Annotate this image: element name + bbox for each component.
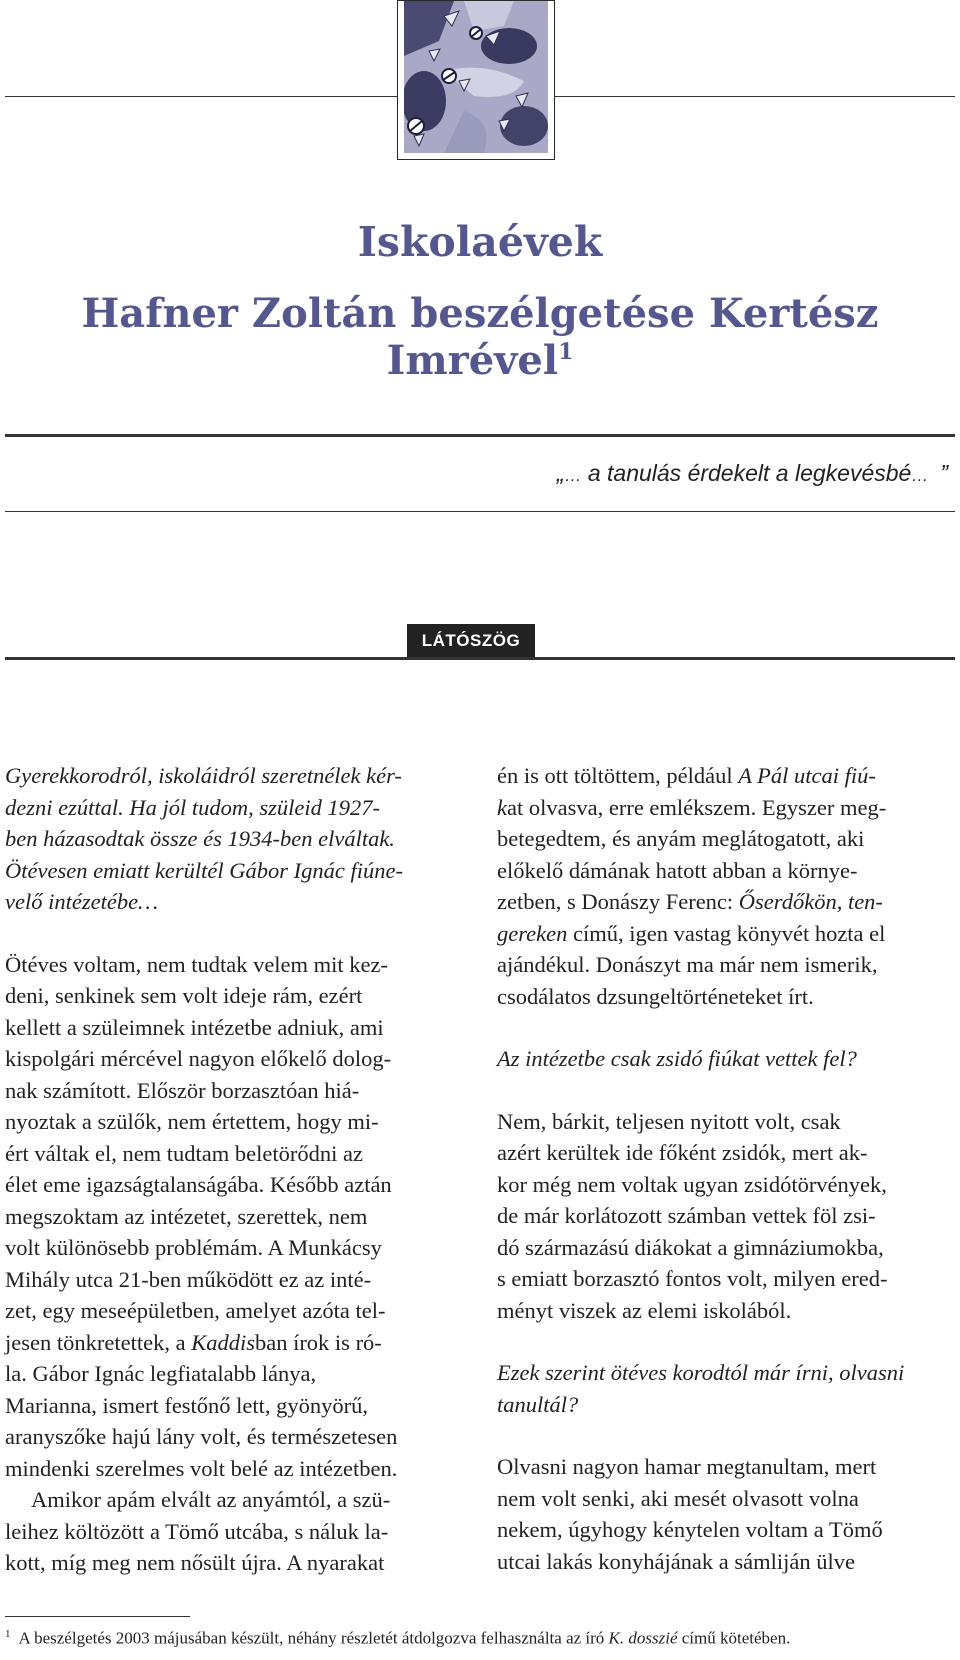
question-3: Ezek szerint ötéves korodtól már írni, olvasni tanultál? [497, 1360, 905, 1417]
question-2: Az intézetbe csak zsidó fiúkat vettek fel? [497, 1046, 857, 1071]
footnote [5, 1628, 955, 1649]
footnote-book-title: K. dosszié [608, 1628, 678, 1648]
section-rule [5, 657, 955, 660]
footnote-rule [5, 1616, 190, 1617]
quote-dots-start: … [564, 466, 582, 485]
article-title-text: Hafner Zoltán beszélgetése Kertész Imrével [81, 290, 879, 384]
title-footnote-mark: 1 [558, 339, 574, 365]
answer-3: Olvasni nagyon hamar megtanultam, mert nem volt senki, aki mesét olvasott volna nekem, úgyhogy kénytelen voltam a Tömő utcai lakás konyhájának a sámliján ülve [497, 1454, 883, 1574]
article-title-line2 [0, 290, 960, 384]
footnote-mark: 1 [5, 1628, 11, 1640]
pull-quote [557, 460, 948, 487]
quote-rule-top [5, 434, 955, 437]
abstract-illustration-icon [404, 1, 548, 153]
answer-2: Nem, bárkit, teljesen nyitott volt, csak azért kerültek ide főként zsidók, mert ak- kor még nem voltak ugyan zsidótörvények, de már korlátozott számban vettek föl zsi- dó származású diákokat a gimnáziumokba, s emiatt borzasztó fontos volt, milyen ered- ményt viszek az elemi iskolából. [497, 1108, 888, 1323]
footnote-text-end: című kötetében. [677, 1628, 791, 1648]
header-illustration [397, 0, 555, 160]
answer-1: Ötéves voltam, nem tudtak velem mit kez- deni, senkinek sem volt ideje rám, ezért kellett a szüleimnek intézetbe adniuk, ami kispolgári mércével nagyon előkelő dolog- nak számított. Először borzasztóan hiá- nyoztak a szülők, nem értettem, hogy mi- ért váltak el, nem tudtam beletörődni az élet eme igazságtalanságába. Később aztán megszoktam az intézetet, szerettek, nem volt különösebb problémám. A Munkácsy Mihály utca 21-ben működött ez az inté- zet, egy meseépületben, amelyet azóta tel- jesen tönkretettek, a Kaddisban írok is ró- la. Gábor Ignác legfiatalabb lánya, Marianna, ismert festőnő lett, gyönyörű, aranyszőke hajú lány volt, és természetesen mindenki szerelmes volt belé az intézetben. [5, 951, 398, 1481]
section-label: LÁTÓSZÖG [407, 624, 535, 658]
answer-1-continued: Amikor apám elvált az anyámtól, a szü- leihez költözött a Tömő utcába, s náluk la- kott, míg meg nem nősült újra. A nyarakat [5, 1487, 391, 1575]
footnote-text: A beszélgetés 2003 májusában készült, néhány részletét átdolgozva felhasználta az író [18, 1628, 609, 1648]
quote-dots-end: … [911, 466, 929, 485]
answer-1-end: én is ott töltöttem, például A Pál utcai fiú- kat olvasva, erre emlékszem. Egyszer meg- betegedtem, és anyám meglátogatott, aki előkelő dámának hatott abban a környe- zetben, s Donászy Ferenc: Őserdőkön, ten- gereken című, igen vastag könyvét hozta el ajándékul. Donászyt ma már nem ismerik, csodálatos dzsungeltörténeteket írt. [497, 763, 887, 1009]
top-rule-left [5, 96, 397, 97]
left-column [5, 760, 445, 1579]
quote-close-mark: ” [940, 460, 948, 486]
top-rule-right [555, 96, 955, 97]
quote-open-mark: „ [556, 460, 565, 486]
quote-text: a tanulás érdekelt a legkevésbé [581, 460, 912, 486]
quote-rule-bottom [5, 511, 955, 512]
right-column [497, 760, 937, 1577]
article-title-line1: Iskolaévek [357, 218, 603, 266]
question-1: Gyerekkorodról, iskoláidról szeretnélek kér- dezni ezúttal. Ha jól tudom, szüleid 1927- ben házasodtak össze és 1934-ben elváltak. Ötévesen emiatt kerültél Gábor Ignác fiúne- velő intézetébe… [5, 763, 404, 914]
